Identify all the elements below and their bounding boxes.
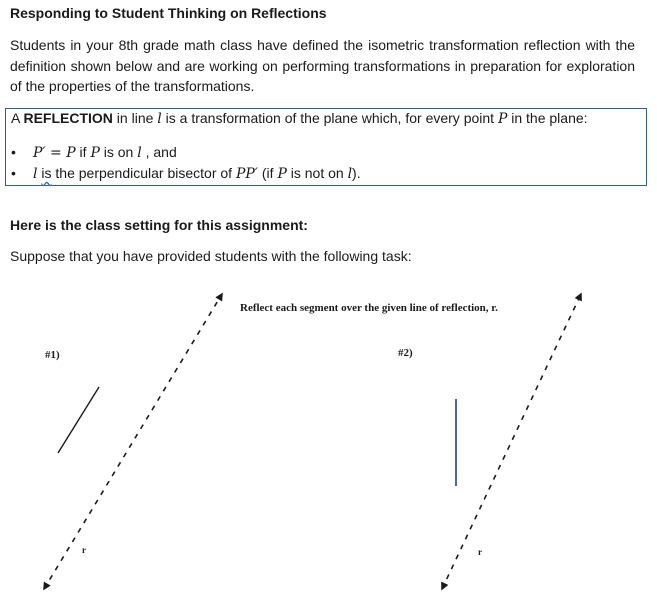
bullet-text: if	[75, 144, 91, 160]
segment-1	[58, 387, 99, 453]
bullet-dot-icon: •	[11, 144, 16, 160]
definition-text: is a transformation of the plane which, for every point	[161, 110, 498, 126]
definition-term: REFLECTION	[23, 110, 113, 126]
definition-text: A	[11, 110, 24, 126]
definition-text: in line	[112, 110, 158, 126]
problem-1-label: #1)	[45, 349, 60, 361]
intro-paragraph: Students in your 8th grade math class have defined the isometric transformation reflection with the definition shown below and are working on performing transformations in preparation for exploration of the properties of the transformations.	[10, 37, 635, 94]
math-expression: l	[33, 166, 38, 182]
math-expression: l	[347, 166, 353, 182]
bullet-text: is on	[99, 144, 138, 160]
definition-text: in the plane:	[507, 110, 588, 126]
bullet-text: , and	[141, 144, 177, 160]
math-expression: P	[90, 145, 100, 161]
line-variable: l	[157, 111, 162, 127]
bullet-text: (if	[257, 165, 278, 181]
page-title: Responding to Student Thinking on Reflections	[10, 5, 327, 21]
line-1-label: r	[82, 545, 86, 555]
math-expression: P′ = P	[33, 145, 76, 161]
reflection-line-2	[442, 294, 581, 589]
bullet-dot-icon: •	[11, 165, 16, 181]
point-variable: P	[497, 111, 508, 127]
math-expression: P	[277, 166, 287, 182]
math-expression: PP′	[235, 166, 258, 182]
line-2-label: r	[478, 547, 482, 557]
problem-2-label: #2)	[398, 347, 413, 359]
task-prompt: Suppose that you have provided students with the following task:	[10, 248, 412, 264]
bullet-text: the perpendicular bisector of	[51, 165, 236, 181]
spellcheck-word: is	[41, 165, 52, 181]
math-expression: l	[137, 145, 142, 161]
bullet-text: ).	[352, 165, 361, 181]
task-instruction: Reflect each segment over the given line of reflection, r.	[240, 302, 498, 314]
reflection-line-1	[44, 294, 222, 589]
bullet-text: is not on	[286, 165, 348, 181]
class-setting-heading: Here is the class setting for this assignment:	[10, 217, 308, 233]
